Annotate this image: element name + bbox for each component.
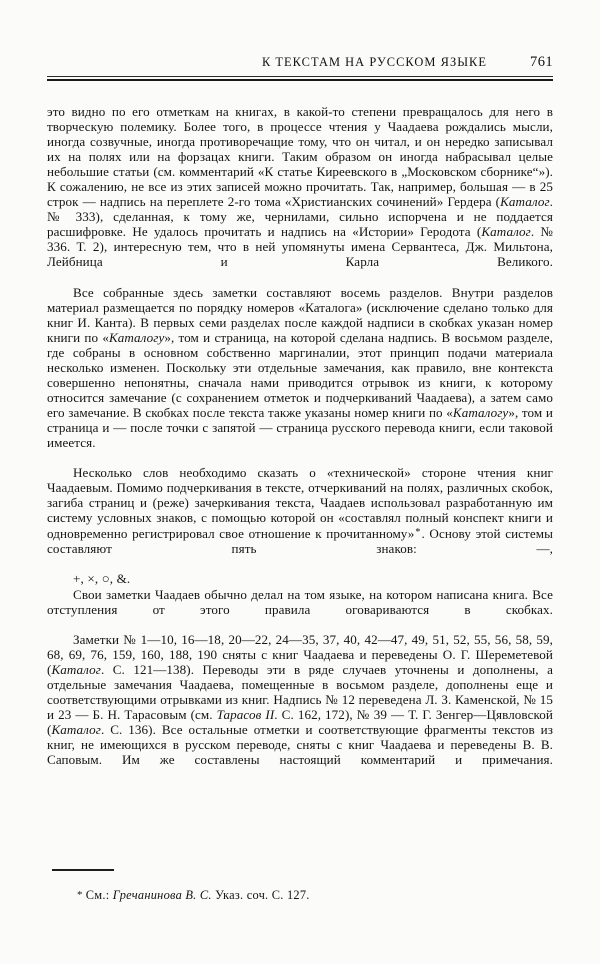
text-run: », том и страница, на которой сделана надпись. В восьмом разделе, где собраны в основном собственно маргиналии, этот принцип подачи материала несколько изменен. Поскольку эти отдельные замечания, как правило, вне контекста совершенно непонятны, сначала нами приводится отрывок из книги, к которому относится замечание (с сохранением отметок и подчеркиваний Чаадаева), а затем само его замечание. В скобках после текста также указаны номер книги по «: [47, 329, 553, 420]
running-head-title: К ТЕКСТАМ НА РУССКОМ ЯЗЫКЕ: [261, 55, 487, 69]
header-rule-thick: [47, 79, 553, 81]
paragraph-3: [47, 465, 553, 571]
italic-citation: Каталог: [51, 661, 101, 677]
text-run: . № 333), сделанная, к тому же, чернилами, сильно испорчена и не поддается расшифровке. Не удалось прочитать и надпись на «Истории» Геродота (: [47, 194, 553, 240]
italic-citation: Каталог: [481, 224, 531, 240]
header-rule-thin: [47, 76, 553, 77]
footnote-separator-rule: [52, 869, 114, 871]
paragraph-4: [47, 587, 553, 632]
text-run: », том и страница и — после точки с запятой — страница русского перевода книги, если таковой имеется.: [47, 404, 553, 451]
footnote-text: [47, 888, 553, 903]
text-run: . С. 136). Все остальные отметки и соответствующие фрагменты текстов из книг, не имеющихся в русском переводе, сняты с книг Чаадаева и переведены В. В. Саповым. Им же составлены настоящий комментарий и примечания.: [47, 721, 553, 768]
text-run: это видно по его отметкам на книгах, в какой-то степени превращалось для него в творческую полемику. Более того, в процессе чтения у Чаадаева рождались мысли, иногда созвучные, иногда противоречащие тому, что он читал, и он нередко записывал их на полях или на форзацах книги. Таким образом он иногда набрасывал целые небольшие статьи (см. комментарий «К статье Киреевского в „Московском сборнике“»). К сожалению, не все из этих записей можно прочитать. Так, например, большая — в 25 строк — надпись на переплете 2-го тома «Христианских сочинений» Гердера (: [47, 104, 553, 210]
italic-citation: Каталогу: [452, 404, 509, 420]
paragraph-1: [47, 104, 553, 285]
italic-citation: Тарасов II: [216, 706, 275, 722]
running-head: [47, 55, 553, 79]
footnote-citation: Указ. соч. С. 127.: [211, 888, 310, 902]
footnote-marker: *: [77, 889, 83, 901]
footnote-reference-marker: *: [415, 527, 421, 539]
text-run: . № 336. Т. 2), интересную тем, что в ней упомянуты имена Сервантеса, Дж. Мильтона, Лейбница и Карла Великого.: [47, 224, 553, 270]
italic-citation: Каталог: [51, 721, 101, 737]
paragraph-2: [47, 285, 553, 466]
text-run: Свои заметки Чаадаев обычно делал на том языке, на котором написана книга. Все отступления от этого правила оговариваются в скобках.: [47, 586, 553, 617]
symbol-list-line: +, ×, ○, &.: [73, 571, 131, 587]
page-number: 761: [530, 54, 553, 70]
text-run: Все собранные здесь заметки составляют восемь разделов. Внутри разделов материал размещается по порядку номеров «Каталога» (исключение сделано только для книг И. Канта). В первых семи разделах после каждой надписи в скобках указан номер книги по «: [47, 284, 553, 345]
footnote-author: Гречанинова В. С.: [112, 888, 212, 902]
text-run: Заметки № 1—10, 16—18, 20—22, 24—35, 37, 40, 42—47, 49, 51, 52, 55, 56, 58, 59, 68, 69, 76, 159, 160, 188, 190 сняты с книг Чаадаева и переведены О. Г. Шереметевой (: [47, 631, 553, 677]
italic-citation: Каталогу: [108, 329, 165, 345]
text-run: . С. 162, 172), № 39 — Т. Г. Зенгер—Цявловской (: [47, 706, 554, 737]
body-text: [47, 104, 553, 782]
italic-citation: Каталог: [500, 194, 550, 210]
paragraph-5: [47, 632, 553, 782]
text-run: . Основу этой системы составляют пять знаков: —,: [47, 526, 553, 557]
text-run: . С. 121—138). Переводы эти в ряде случаев уточнены и дополнены, а отдельные замечания Чаадаева, помещенные в восьмом разделе, дополнены еще и соответствующими отрывками из книг. Надпись № 12 переведена Л. З. Каменской, № 15 и 23 — Б. Н. Тарасовым (см.: [47, 661, 553, 722]
footnote-prefix: См.:: [85, 888, 113, 902]
text-run: Несколько слов необходимо сказать о «технической» стороне чтения книг Чаадаевым. Помимо подчеркивания в тексте, отчеркиваний на полях, различных скобок, загиба страниц и (реже) зачеркивания текста, Чаадаев использовал разработанную им систему условных знаков, с помощью которой он «составлял полный конспект книги и одновременно регистрировал свое отношение к прочитанному»: [47, 465, 553, 542]
